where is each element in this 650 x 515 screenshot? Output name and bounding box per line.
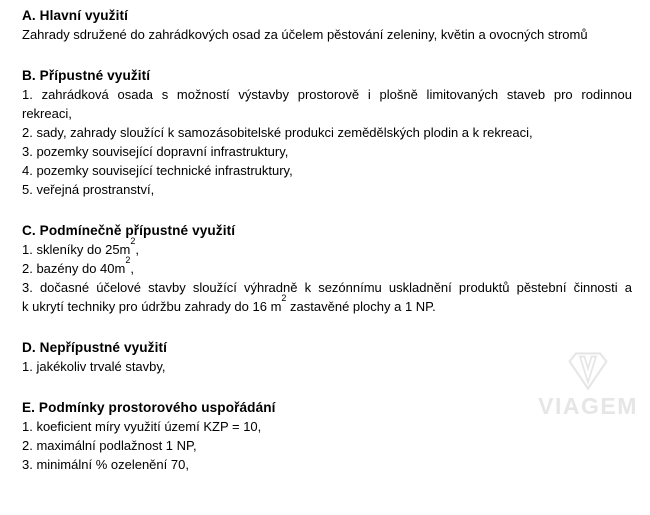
watermark-label: VIAGEM xyxy=(538,393,638,419)
superscript: 2 xyxy=(281,292,287,303)
list-item xyxy=(22,278,632,297)
line-text: 3. minimální % ozelenění 70, xyxy=(22,457,189,472)
line-text: , xyxy=(130,261,134,276)
line-text: Zahrady sdružené do zahrádkových osad za účelem pěstování zeleniny, květin a ovocných stromů xyxy=(22,27,588,42)
section-heading: C. Podmínečně přípustné využití xyxy=(22,223,236,238)
section-heading: E. Podmínky prostorového uspořádání xyxy=(22,400,276,415)
list-item-continuation xyxy=(22,292,632,316)
line-text: 3. pozemky související dopravní infrastruktury, xyxy=(22,144,289,159)
line-text: k ukrytí techniky pro údržbu zahrady do 16 m xyxy=(22,299,282,314)
paragraph-line xyxy=(22,25,632,44)
list-item xyxy=(22,254,632,278)
section-hlavni-vyuziti xyxy=(22,6,632,44)
list-item xyxy=(22,417,632,436)
list-item xyxy=(22,123,632,142)
line-text: zastavěné plochy a 1 NP. xyxy=(286,299,436,314)
line-text: 1. skleníky do 25m xyxy=(22,242,131,257)
section-podminecne-pripustne-vyuziti xyxy=(22,221,632,316)
list-item xyxy=(22,161,632,180)
list-item xyxy=(22,180,632,199)
section-heading: A. Hlavní využití xyxy=(22,8,128,23)
list-item xyxy=(22,85,632,104)
line-text: 1. jakékoliv trvalé stavby, xyxy=(22,359,166,374)
line-text: 1. koeficient míry využití území KZP = 10, xyxy=(22,419,262,434)
line-text: , xyxy=(135,242,140,257)
superscript: 2 xyxy=(130,235,136,246)
section-podminky-prostoroveho-usporadani xyxy=(22,398,632,474)
line-text: 1. zahrádková osada s možností výstavby prostorově i plošně limitovaných staveb pro rodinnou xyxy=(22,87,632,102)
line-text: 4. pozemky související technické infrastruktury, xyxy=(22,163,293,178)
line-text: rekreaci, xyxy=(22,106,72,121)
line-text: 5. veřejná prostranství, xyxy=(22,182,155,197)
line-text: 2. bazény do 40m xyxy=(22,261,126,276)
list-item xyxy=(22,455,632,474)
list-item xyxy=(22,235,632,259)
section-heading: D. Nepřípustné využití xyxy=(22,340,167,355)
list-item xyxy=(22,357,632,376)
superscript: 2 xyxy=(125,254,131,265)
section-nepripustne-vyuziti xyxy=(22,338,632,376)
line-text: 2. maximální podlažnost 1 NP, xyxy=(22,438,197,453)
section-pripustne-vyuziti xyxy=(22,66,632,199)
section-heading: B. Přípustné využití xyxy=(22,68,151,83)
line-text: 3. dočasné účelové stavby sloužící výhradně k sezónnímu uskladnění produktů pěstební činnosti a xyxy=(22,280,632,295)
list-item-continuation xyxy=(22,104,632,123)
list-item xyxy=(22,436,632,455)
line-text: 2. sady, zahrady sloužící k samozásobitelské produkci zemědělských plodin a k rekreaci, xyxy=(22,125,533,140)
list-item xyxy=(22,142,632,161)
